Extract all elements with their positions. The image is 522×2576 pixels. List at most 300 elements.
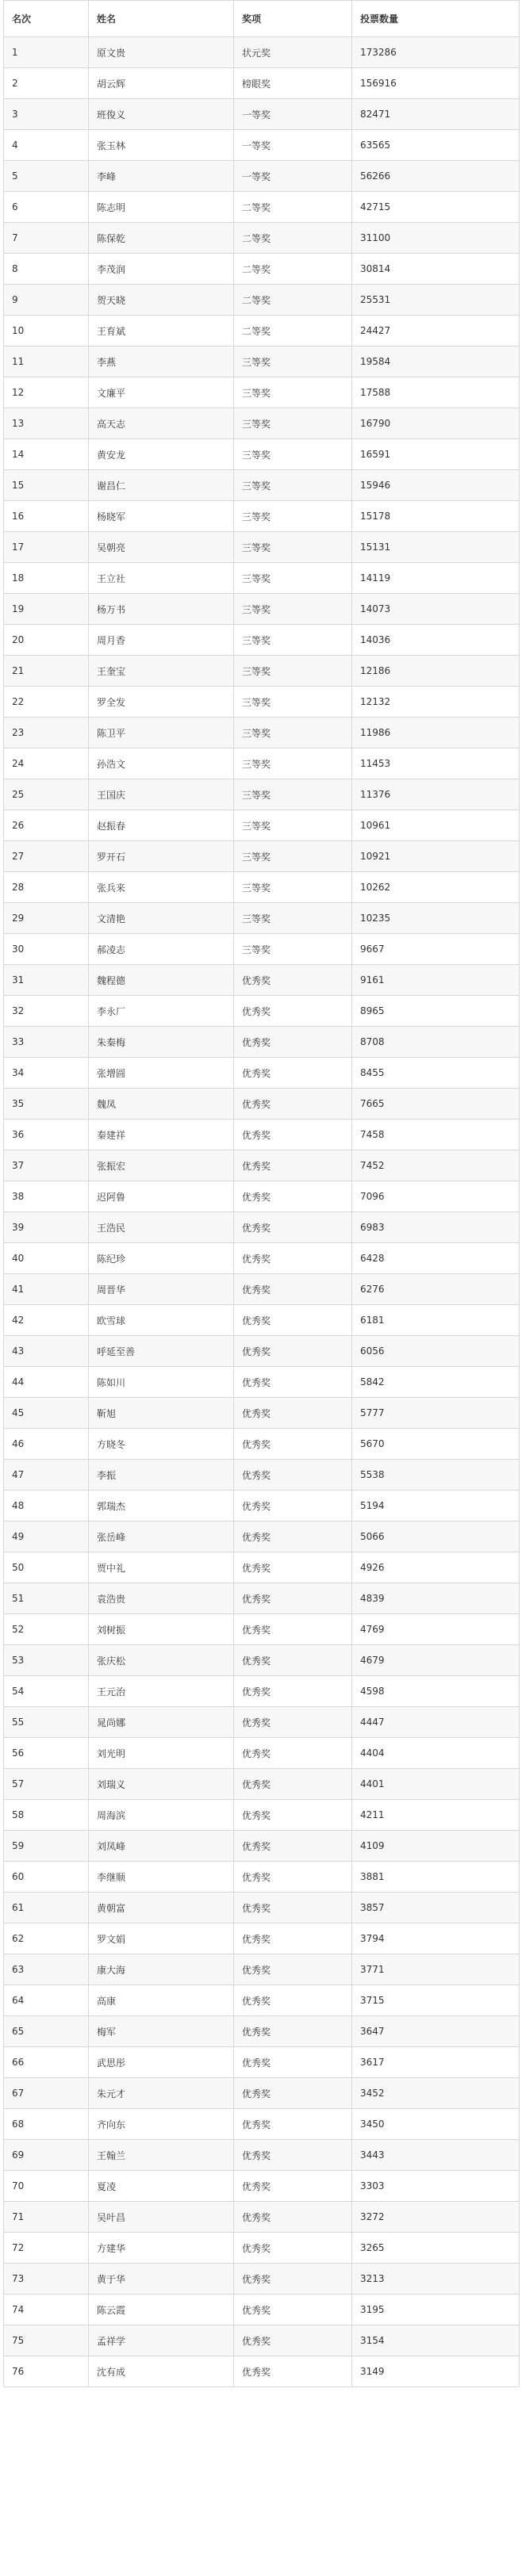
name-cell: 罗文娟 xyxy=(89,1923,234,1954)
award-cell: 优秀奖 xyxy=(234,1150,352,1181)
rank-cell: 62 xyxy=(4,1923,89,1954)
rank-cell: 48 xyxy=(4,1491,89,1521)
votes-cell: 4926 xyxy=(352,1552,520,1583)
votes-cell: 3452 xyxy=(352,2078,520,2109)
name-cell: 魏程德 xyxy=(89,965,234,996)
table-row xyxy=(4,316,520,346)
votes-cell: 10961 xyxy=(352,810,520,841)
award-cell: 优秀奖 xyxy=(234,2264,352,2295)
table-header xyxy=(4,1,520,37)
name-cell: 方晓冬 xyxy=(89,1429,234,1460)
rank-cell: 44 xyxy=(4,1367,89,1398)
table-row xyxy=(4,2356,520,2387)
table-row xyxy=(4,2140,520,2171)
name-cell: 郭瑞杰 xyxy=(89,1491,234,1521)
name-cell: 陈卫平 xyxy=(89,718,234,748)
award-cell: 优秀奖 xyxy=(234,1305,352,1336)
award-cell: 三等奖 xyxy=(234,470,352,501)
rank-cell: 28 xyxy=(4,872,89,903)
rank-cell: 34 xyxy=(4,1058,89,1089)
table-row xyxy=(4,1769,520,1800)
votes-cell: 8708 xyxy=(352,1027,520,1058)
name-cell: 齐向东 xyxy=(89,2109,234,2140)
votes-cell: 16591 xyxy=(352,439,520,470)
table-row xyxy=(4,254,520,285)
table-row xyxy=(4,903,520,934)
award-cell: 优秀奖 xyxy=(234,996,352,1027)
table-row xyxy=(4,470,520,501)
votes-cell: 3272 xyxy=(352,2202,520,2233)
award-cell: 优秀奖 xyxy=(234,1923,352,1954)
rank-cell: 55 xyxy=(4,1707,89,1738)
table-row xyxy=(4,718,520,748)
name-cell: 杨晓军 xyxy=(89,501,234,532)
table-row xyxy=(4,1212,520,1243)
name-cell: 李茂润 xyxy=(89,254,234,285)
rank-cell: 64 xyxy=(4,1985,89,2016)
table-row xyxy=(4,37,520,68)
table-row xyxy=(4,1181,520,1212)
table-row xyxy=(4,656,520,687)
table-row xyxy=(4,563,520,594)
votes-cell: 6428 xyxy=(352,1243,520,1274)
award-cell: 优秀奖 xyxy=(234,1583,352,1614)
votes-cell: 4598 xyxy=(352,1676,520,1707)
votes-cell: 5670 xyxy=(352,1429,520,1460)
votes-cell: 3265 xyxy=(352,2233,520,2264)
table-row xyxy=(4,192,520,223)
rank-cell: 3 xyxy=(4,99,89,130)
award-cell: 三等奖 xyxy=(234,903,352,934)
rank-cell: 40 xyxy=(4,1243,89,1274)
name-cell: 罗全发 xyxy=(89,687,234,718)
votes-cell: 15946 xyxy=(352,470,520,501)
award-cell: 三等奖 xyxy=(234,625,352,656)
name-cell: 欧雪球 xyxy=(89,1305,234,1336)
award-cell: 二等奖 xyxy=(234,254,352,285)
votes-cell: 3450 xyxy=(352,2109,520,2140)
name-cell: 高天志 xyxy=(89,408,234,439)
header-award: 奖项 xyxy=(234,1,352,37)
award-cell: 一等奖 xyxy=(234,130,352,161)
votes-cell: 14073 xyxy=(352,594,520,625)
rank-cell: 68 xyxy=(4,2109,89,2140)
name-cell: 杨万书 xyxy=(89,594,234,625)
rank-cell: 18 xyxy=(4,563,89,594)
votes-cell: 6181 xyxy=(352,1305,520,1336)
name-cell: 秦建祥 xyxy=(89,1120,234,1150)
votes-cell: 11453 xyxy=(352,748,520,779)
rank-cell: 69 xyxy=(4,2140,89,2171)
award-cell: 优秀奖 xyxy=(234,1552,352,1583)
votes-cell: 56266 xyxy=(352,161,520,192)
award-cell: 三等奖 xyxy=(234,501,352,532)
award-cell: 优秀奖 xyxy=(234,1089,352,1120)
rank-cell: 74 xyxy=(4,2295,89,2325)
table-row xyxy=(4,779,520,810)
table-body xyxy=(4,37,520,2387)
votes-cell: 7452 xyxy=(352,1150,520,1181)
award-cell: 三等奖 xyxy=(234,934,352,965)
header-votes: 投票数量 xyxy=(352,1,520,37)
award-cell: 优秀奖 xyxy=(234,2356,352,2387)
award-cell: 优秀奖 xyxy=(234,1460,352,1491)
table-row xyxy=(4,996,520,1027)
table-row xyxy=(4,1027,520,1058)
rank-cell: 41 xyxy=(4,1274,89,1305)
votes-cell: 17588 xyxy=(352,377,520,408)
votes-cell: 11376 xyxy=(352,779,520,810)
rank-cell: 47 xyxy=(4,1460,89,1491)
award-cell: 一等奖 xyxy=(234,99,352,130)
rank-cell: 7 xyxy=(4,223,89,254)
rank-cell: 13 xyxy=(4,408,89,439)
name-cell: 原文贵 xyxy=(89,37,234,68)
votes-cell: 5538 xyxy=(352,1460,520,1491)
name-cell: 李永厂 xyxy=(89,996,234,1027)
award-cell: 三等奖 xyxy=(234,439,352,470)
rank-cell: 61 xyxy=(4,1893,89,1923)
rank-cell: 15 xyxy=(4,470,89,501)
name-cell: 周晋华 xyxy=(89,1274,234,1305)
rank-cell: 76 xyxy=(4,2356,89,2387)
table-row xyxy=(4,1676,520,1707)
table-row xyxy=(4,1120,520,1150)
award-cell: 优秀奖 xyxy=(234,1027,352,1058)
votes-cell: 4404 xyxy=(352,1738,520,1769)
rank-cell: 56 xyxy=(4,1738,89,1769)
name-cell: 陈云霞 xyxy=(89,2295,234,2325)
results-table xyxy=(3,0,520,2387)
votes-cell: 9667 xyxy=(352,934,520,965)
name-cell: 王国庆 xyxy=(89,779,234,810)
rank-cell: 26 xyxy=(4,810,89,841)
table-row xyxy=(4,1398,520,1429)
award-cell: 优秀奖 xyxy=(234,1614,352,1645)
rank-cell: 60 xyxy=(4,1862,89,1893)
votes-cell: 3647 xyxy=(352,2016,520,2047)
award-cell: 优秀奖 xyxy=(234,1429,352,1460)
name-cell: 孟祥学 xyxy=(89,2325,234,2356)
award-cell: 优秀奖 xyxy=(234,1336,352,1367)
rank-cell: 29 xyxy=(4,903,89,934)
votes-cell: 3794 xyxy=(352,1923,520,1954)
table-row xyxy=(4,687,520,718)
table-row xyxy=(4,1274,520,1305)
votes-cell: 5842 xyxy=(352,1367,520,1398)
header-rank: 名次 xyxy=(4,1,89,37)
table-row xyxy=(4,1460,520,1491)
name-cell: 陈如川 xyxy=(89,1367,234,1398)
table-row xyxy=(4,1738,520,1769)
award-cell: 优秀奖 xyxy=(234,1491,352,1521)
votes-cell: 3195 xyxy=(352,2295,520,2325)
award-cell: 三等奖 xyxy=(234,810,352,841)
name-cell: 陈保乾 xyxy=(89,223,234,254)
votes-cell: 7096 xyxy=(352,1181,520,1212)
table-row xyxy=(4,501,520,532)
table-row xyxy=(4,2047,520,2078)
table-row xyxy=(4,377,520,408)
votes-cell: 4401 xyxy=(352,1769,520,1800)
award-cell: 优秀奖 xyxy=(234,2016,352,2047)
table-row xyxy=(4,1954,520,1985)
table-row xyxy=(4,532,520,563)
votes-cell: 24427 xyxy=(352,316,520,346)
award-cell: 二等奖 xyxy=(234,192,352,223)
table-row xyxy=(4,1243,520,1274)
award-cell: 三等奖 xyxy=(234,346,352,377)
award-cell: 优秀奖 xyxy=(234,1367,352,1398)
award-cell: 优秀奖 xyxy=(234,2295,352,2325)
table-row xyxy=(4,161,520,192)
votes-cell: 11986 xyxy=(352,718,520,748)
award-cell: 三等奖 xyxy=(234,377,352,408)
table-row xyxy=(4,2202,520,2233)
award-cell: 优秀奖 xyxy=(234,1645,352,1676)
award-cell: 优秀奖 xyxy=(234,1985,352,2016)
header-name: 姓名 xyxy=(89,1,234,37)
name-cell: 黄安龙 xyxy=(89,439,234,470)
votes-cell: 10262 xyxy=(352,872,520,903)
votes-cell: 15131 xyxy=(352,532,520,563)
name-cell: 李振 xyxy=(89,1460,234,1491)
name-cell: 李继顺 xyxy=(89,1862,234,1893)
award-cell: 三等奖 xyxy=(234,718,352,748)
table-row xyxy=(4,1305,520,1336)
rank-cell: 19 xyxy=(4,594,89,625)
award-cell: 三等奖 xyxy=(234,687,352,718)
rank-cell: 12 xyxy=(4,377,89,408)
votes-cell: 12186 xyxy=(352,656,520,687)
table-row xyxy=(4,1985,520,2016)
votes-cell: 4211 xyxy=(352,1800,520,1831)
name-cell: 王奎宝 xyxy=(89,656,234,687)
award-cell: 优秀奖 xyxy=(234,965,352,996)
name-cell: 黄朝富 xyxy=(89,1893,234,1923)
votes-cell: 3303 xyxy=(352,2171,520,2202)
name-cell: 武思彤 xyxy=(89,2047,234,2078)
header-row xyxy=(4,1,520,37)
table-row xyxy=(4,1893,520,1923)
votes-cell: 7458 xyxy=(352,1120,520,1150)
award-cell: 一等奖 xyxy=(234,161,352,192)
award-cell: 三等奖 xyxy=(234,656,352,687)
name-cell: 胡云辉 xyxy=(89,68,234,99)
table-row xyxy=(4,408,520,439)
votes-cell: 15178 xyxy=(352,501,520,532)
votes-cell: 5066 xyxy=(352,1521,520,1552)
rank-cell: 51 xyxy=(4,1583,89,1614)
rank-cell: 9 xyxy=(4,285,89,316)
table-row xyxy=(4,748,520,779)
award-cell: 三等奖 xyxy=(234,841,352,872)
name-cell: 王元治 xyxy=(89,1676,234,1707)
table-row xyxy=(4,965,520,996)
name-cell: 张增圆 xyxy=(89,1058,234,1089)
votes-cell: 5777 xyxy=(352,1398,520,1429)
award-cell: 优秀奖 xyxy=(234,1769,352,1800)
name-cell: 刘光明 xyxy=(89,1738,234,1769)
table-row xyxy=(4,2233,520,2264)
name-cell: 李峰 xyxy=(89,161,234,192)
rank-cell: 22 xyxy=(4,687,89,718)
rank-cell: 57 xyxy=(4,1769,89,1800)
votes-cell: 173286 xyxy=(352,37,520,68)
rank-cell: 42 xyxy=(4,1305,89,1336)
table-row xyxy=(4,841,520,872)
rank-cell: 24 xyxy=(4,748,89,779)
award-cell: 三等奖 xyxy=(234,779,352,810)
rank-cell: 54 xyxy=(4,1676,89,1707)
award-cell: 二等奖 xyxy=(234,223,352,254)
name-cell: 沈有成 xyxy=(89,2356,234,2387)
rank-cell: 6 xyxy=(4,192,89,223)
name-cell: 吴叶昌 xyxy=(89,2202,234,2233)
rank-cell: 17 xyxy=(4,532,89,563)
rank-cell: 30 xyxy=(4,934,89,965)
votes-cell: 4839 xyxy=(352,1583,520,1614)
name-cell: 朱秦梅 xyxy=(89,1027,234,1058)
award-cell: 状元奖 xyxy=(234,37,352,68)
name-cell: 陈纪珍 xyxy=(89,1243,234,1274)
table-row xyxy=(4,99,520,130)
award-cell: 优秀奖 xyxy=(234,2202,352,2233)
award-cell: 优秀奖 xyxy=(234,1274,352,1305)
award-cell: 优秀奖 xyxy=(234,2325,352,2356)
rank-cell: 49 xyxy=(4,1521,89,1552)
table-row xyxy=(4,1336,520,1367)
rank-cell: 25 xyxy=(4,779,89,810)
award-cell: 优秀奖 xyxy=(234,1058,352,1089)
rank-cell: 67 xyxy=(4,2078,89,2109)
award-cell: 优秀奖 xyxy=(234,1800,352,1831)
rank-cell: 11 xyxy=(4,346,89,377)
name-cell: 贺天晓 xyxy=(89,285,234,316)
votes-cell: 8455 xyxy=(352,1058,520,1089)
award-cell: 优秀奖 xyxy=(234,2047,352,2078)
table-row xyxy=(4,68,520,99)
award-cell: 三等奖 xyxy=(234,563,352,594)
name-cell: 刘瑞义 xyxy=(89,1769,234,1800)
award-cell: 优秀奖 xyxy=(234,2171,352,2202)
rank-cell: 73 xyxy=(4,2264,89,2295)
name-cell: 贾中礼 xyxy=(89,1552,234,1583)
rank-cell: 52 xyxy=(4,1614,89,1645)
votes-cell: 6056 xyxy=(352,1336,520,1367)
name-cell: 张振宏 xyxy=(89,1150,234,1181)
table-row xyxy=(4,346,520,377)
name-cell: 赵振春 xyxy=(89,810,234,841)
rank-cell: 35 xyxy=(4,1089,89,1120)
rank-cell: 14 xyxy=(4,439,89,470)
name-cell: 夏凌 xyxy=(89,2171,234,2202)
table-row xyxy=(4,1800,520,1831)
award-cell: 三等奖 xyxy=(234,532,352,563)
votes-cell: 3617 xyxy=(352,2047,520,2078)
award-cell: 榜眼奖 xyxy=(234,68,352,99)
name-cell: 谢昌仁 xyxy=(89,470,234,501)
rank-cell: 21 xyxy=(4,656,89,687)
votes-cell: 8965 xyxy=(352,996,520,1027)
votes-cell: 10921 xyxy=(352,841,520,872)
table-row xyxy=(4,2264,520,2295)
votes-cell: 14036 xyxy=(352,625,520,656)
name-cell: 周海滨 xyxy=(89,1800,234,1831)
award-cell: 优秀奖 xyxy=(234,1862,352,1893)
table-row xyxy=(4,2171,520,2202)
award-cell: 三等奖 xyxy=(234,408,352,439)
rank-cell: 4 xyxy=(4,130,89,161)
award-cell: 优秀奖 xyxy=(234,1954,352,1985)
table-row xyxy=(4,810,520,841)
votes-cell: 3443 xyxy=(352,2140,520,2171)
table-row xyxy=(4,934,520,965)
votes-cell: 4679 xyxy=(352,1645,520,1676)
rank-cell: 59 xyxy=(4,1831,89,1862)
award-cell: 优秀奖 xyxy=(234,1676,352,1707)
award-cell: 优秀奖 xyxy=(234,1893,352,1923)
name-cell: 王浩民 xyxy=(89,1212,234,1243)
award-cell: 优秀奖 xyxy=(234,2140,352,2171)
award-cell: 优秀奖 xyxy=(234,1738,352,1769)
name-cell: 迟阿鲁 xyxy=(89,1181,234,1212)
votes-cell: 6276 xyxy=(352,1274,520,1305)
table-row xyxy=(4,223,520,254)
name-cell: 王育斌 xyxy=(89,316,234,346)
award-cell: 优秀奖 xyxy=(234,2078,352,2109)
table-row xyxy=(4,1862,520,1893)
votes-cell: 30814 xyxy=(352,254,520,285)
rank-cell: 45 xyxy=(4,1398,89,1429)
award-cell: 优秀奖 xyxy=(234,1707,352,1738)
table-row xyxy=(4,2078,520,2109)
table-row xyxy=(4,1089,520,1120)
votes-cell: 4769 xyxy=(352,1614,520,1645)
rank-cell: 63 xyxy=(4,1954,89,1985)
name-cell: 吴朝亮 xyxy=(89,532,234,563)
name-cell: 文廉平 xyxy=(89,377,234,408)
table-row xyxy=(4,594,520,625)
table-row xyxy=(4,872,520,903)
votes-cell: 3857 xyxy=(352,1893,520,1923)
rank-cell: 2 xyxy=(4,68,89,99)
rank-cell: 33 xyxy=(4,1027,89,1058)
votes-cell: 12132 xyxy=(352,687,520,718)
table-row xyxy=(4,439,520,470)
rank-cell: 36 xyxy=(4,1120,89,1150)
rank-cell: 50 xyxy=(4,1552,89,1583)
name-cell: 袁浩贵 xyxy=(89,1583,234,1614)
table-row xyxy=(4,1831,520,1862)
award-cell: 优秀奖 xyxy=(234,1398,352,1429)
name-cell: 张岳峰 xyxy=(89,1521,234,1552)
rank-cell: 70 xyxy=(4,2171,89,2202)
rank-cell: 27 xyxy=(4,841,89,872)
table-row xyxy=(4,1150,520,1181)
rank-cell: 46 xyxy=(4,1429,89,1460)
award-cell: 优秀奖 xyxy=(234,1831,352,1862)
name-cell: 陈志明 xyxy=(89,192,234,223)
rank-cell: 75 xyxy=(4,2325,89,2356)
votes-cell: 4447 xyxy=(352,1707,520,1738)
name-cell: 晁尚娜 xyxy=(89,1707,234,1738)
award-cell: 二等奖 xyxy=(234,316,352,346)
votes-cell: 3154 xyxy=(352,2325,520,2356)
name-cell: 刘树振 xyxy=(89,1614,234,1645)
name-cell: 郝凌志 xyxy=(89,934,234,965)
votes-cell: 14119 xyxy=(352,563,520,594)
